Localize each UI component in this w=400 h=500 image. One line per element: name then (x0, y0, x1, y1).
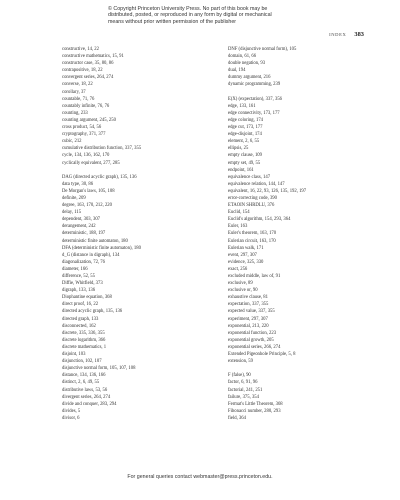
index-entry: Euler, 163 (228, 224, 248, 230)
index-entry: delay, 115 (62, 210, 82, 216)
index-entry: cryptography, 371, 377 (62, 132, 106, 138)
index-entry: expectation, 337, 355 (228, 302, 269, 308)
index-group-gap (62, 167, 198, 174)
index-entry: cross product, 54, 56 (62, 125, 102, 131)
index-entry: dependent, 303, 307 (62, 217, 101, 223)
index-entry: E(X) (expectation), 337, 356 (228, 96, 283, 102)
index-entry: edge-disjoint, 174 (228, 132, 262, 138)
index-column-right (228, 46, 364, 422)
index-entry: Extended Pigeonhole Principle, 5, 8 (228, 352, 296, 358)
index-entry: extension, 59 (228, 359, 253, 365)
index-entry: definite, 209 (62, 195, 86, 201)
footer-contact: For general queries contact webmaster@press.princeton.edu. (127, 474, 273, 480)
index-entry: F (false), 90 (228, 373, 251, 379)
index-entry: ETAOIN SHRDLU, 376 (228, 203, 275, 209)
index-entry: data type, 30, 86 (62, 181, 94, 187)
copyright-line: © Copyright Princeton University Press. No part of this book may be (108, 6, 268, 12)
index-entry: convergent series, 264, 274 (62, 75, 114, 81)
index-entry: cyclically equivalent, 277, 285 (62, 160, 120, 166)
index-entry: distributive laws, 53, 56 (62, 387, 108, 393)
index-entry: disjunctive normal form, 105, 107, 108 (62, 366, 136, 372)
index-entry: endpoint, 161 (228, 167, 254, 173)
index-entry: equivalence class, 147 (228, 174, 271, 180)
index-entry: Diophantine equation, 368 (62, 295, 112, 301)
index-entry: contrapositive, 18, 22 (62, 68, 103, 74)
index-entry: factor, 6, 91, 96 (228, 380, 258, 386)
index-entry: disjoint, 103 (62, 352, 86, 358)
index-entry: domain, 61, 66 (228, 54, 257, 60)
index-entry: converse, 18, 22 (62, 82, 93, 88)
index-entry: degree, 163, 170, 212, 220 (62, 203, 112, 209)
index-entry: DFA (deterministic finite automaton), 180 (62, 245, 141, 251)
index-entry: double negation, 93 (228, 61, 266, 67)
copyright-line: means without prior written permission of the publisher (108, 18, 237, 25)
index-entry: discrete mathematics, 1 (62, 344, 107, 350)
index-entry: exhaustive clause, 81 (228, 295, 268, 301)
index-entry: error-correcting code, 390 (228, 195, 277, 201)
index-entry: d_G (distance in digraph), 134 (62, 252, 120, 258)
index-entry: DNF (disjunctive normal form), 105 (228, 47, 297, 52)
index-entry: countably infinite, 76, 76 (62, 103, 110, 109)
index-entry: Fermat's Little Theorem, 368 (228, 401, 283, 407)
index-entry: dynamic programming, 239 (228, 82, 281, 88)
index-entry: divide and conquer, 283, 294 (62, 401, 117, 407)
index-entry: deterministic finite automaton, 180 (62, 238, 128, 244)
index-entry: divisor, 6 (62, 415, 80, 421)
index-entry: Euclid, 154 (228, 210, 250, 216)
index-entry: disconnected, 162 (62, 323, 96, 329)
index-entry: factorial, 241, 251 (228, 387, 263, 393)
index-entry: Eulerian circuit, 163, 170 (228, 238, 276, 244)
index-entry: Euclid's algorithm, 154, 293, 364 (228, 217, 291, 223)
index-entry: edge coloring, 174 (228, 117, 264, 123)
index-entry: De Morgan's laws, 105, 108 (62, 188, 115, 194)
index-entry: exclusive, 89 (228, 281, 253, 287)
index-entry: expected value, 337, 355 (228, 309, 275, 315)
index-entry: Diffie, Whitfield, 373 (62, 281, 103, 287)
index-entry: equivalent, 16, 22, 93, 126, 135, 192, 197 (228, 188, 307, 194)
index-entry: digraph, 133, 136 (62, 288, 96, 294)
index-entry: constructive, 14, 22 (62, 47, 99, 52)
index-entry: edge, 133, 161 (228, 103, 256, 109)
index-entry: excluded middle, law of, 91 (228, 274, 281, 279)
index-entry: exponential series, 266, 274 (228, 344, 281, 350)
index-entry: event, 297, 307 (228, 252, 257, 258)
index-entry: ellipsis, 25 (228, 146, 249, 152)
index-entry: evidence, 325, 330 (228, 259, 264, 265)
running-head: INDEX (329, 32, 347, 37)
index-entry: cubic, 212 (62, 139, 82, 145)
index-entry: discrete logarithm, 366 (62, 337, 106, 343)
index-entry: Eulerian walk, 171 (228, 245, 264, 251)
index-entry: diagonalization, 72, 76 (62, 259, 105, 265)
index-entry: field, 364 (228, 415, 246, 421)
index-entry: element, 2, 6, 55 (228, 139, 260, 145)
index-entry: diameter, 166 (62, 266, 88, 272)
index-entry: derangement, 242 (62, 224, 96, 230)
index-entry: distinct, 2, 6, 49, 55 (62, 380, 100, 386)
index-entry: counting, 233 (62, 110, 88, 116)
index-column-left (62, 46, 198, 422)
index-entry: divides, 5 (62, 408, 81, 414)
index-entry: cycle, 134, 136, 162, 170 (62, 153, 110, 159)
index-entry: disjunction, 102, 107 (62, 359, 102, 365)
index-entry: exclusive or, 90 (228, 288, 258, 294)
index-entry: failure, 375, 354 (228, 394, 259, 400)
index-entry: deterministic, 188, 197 (62, 231, 106, 237)
index-entry: empty clause, 109 (228, 153, 262, 159)
index-entry: divergent series, 264, 274 (62, 394, 111, 400)
index-entry: constructive mathematics, 15, 91 (62, 54, 124, 60)
index-entry: dummy argument, 216 (228, 75, 271, 81)
index-entry: edge connectivity, 173, 177 (228, 110, 280, 116)
index-entry: experiment, 297, 307 (228, 316, 268, 322)
index-entry: exponential growth, 205 (228, 337, 274, 343)
index-entry: direct proof, 16, 22 (62, 302, 99, 308)
index-group-gap (228, 365, 364, 372)
index-entry: equivalence relation, 144, 147 (228, 181, 285, 187)
index-entry: Fibonacci number, 280, 293 (228, 408, 281, 414)
index-entry: edge cut, 173, 177 (228, 125, 263, 131)
index-entry: dual, 194 (228, 68, 246, 74)
index-entry: exponential function, 223 (228, 330, 277, 336)
copyright-line: distributed, posted, or reproduced in any form by digital or mechanical (108, 12, 272, 19)
index-entry: constructor case, 35, 80, 86 (62, 61, 114, 67)
copyright-notice (108, 6, 308, 25)
index-entry: countable, 71, 76 (62, 96, 95, 102)
running-header (329, 31, 364, 38)
index-entry: Euler's theorem, 163, 170 (228, 231, 277, 237)
index-entry: counting argument, 245, 250 (62, 117, 116, 123)
index-entry: cumulative distribution function, 337, 355 (62, 146, 142, 152)
index-entry: distance, 134, 136, 166 (62, 373, 106, 379)
index-entry: corollary, 37 (62, 89, 86, 95)
index-entry: directed acyclic graph, 135, 136 (62, 309, 123, 315)
index-entry: directed graph, 133 (62, 316, 99, 322)
index-entry: discrete, 335, 336, 355 (62, 330, 105, 336)
page-number: 383 (354, 31, 364, 38)
index-entry: difference, 52, 55 (62, 274, 95, 279)
index-entry: exponential, 213, 220 (228, 323, 269, 329)
index-group-gap (228, 89, 364, 96)
index-entry: DAG (directed acyclic graph), 135, 136 (62, 174, 137, 180)
index-entry: empty set, 49, 55 (228, 160, 261, 166)
index-entry: exact, 256 (228, 266, 248, 272)
